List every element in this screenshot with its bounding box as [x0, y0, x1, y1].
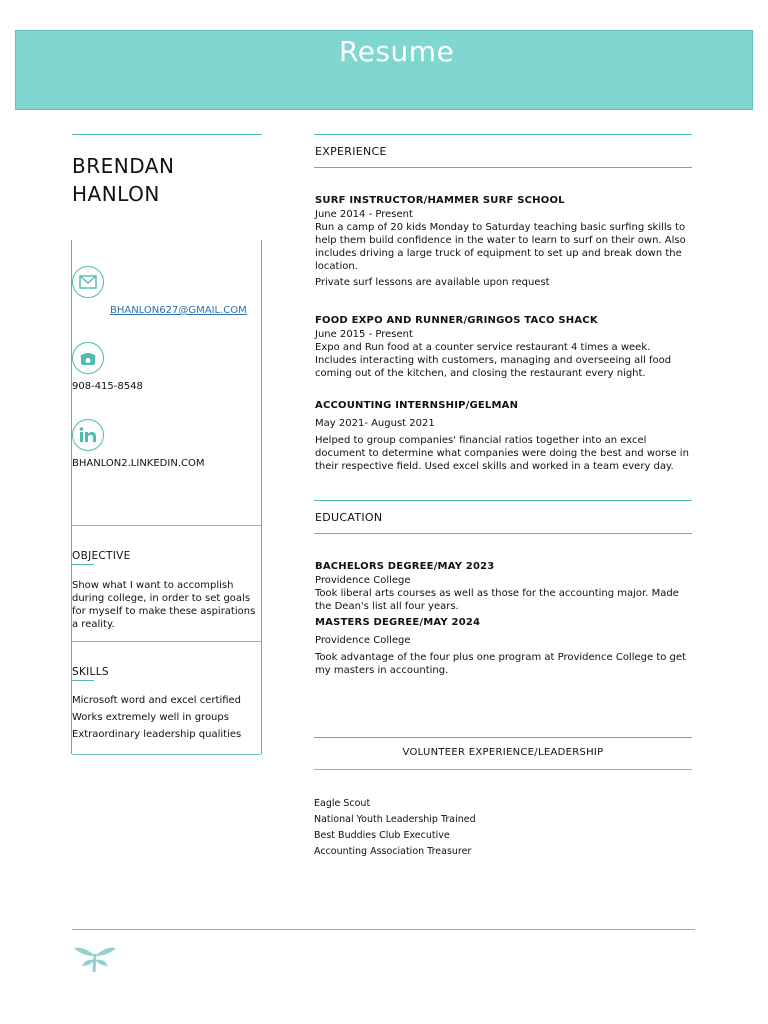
- volunteer-item: Accounting Association Treasurer: [314, 846, 472, 857]
- experience-bottom-divider: [314, 167, 692, 168]
- page-title: Resume: [339, 35, 455, 68]
- volunteer-item: Best Buddies Club Executive: [314, 830, 450, 841]
- job-title: FOOD EXPO AND RUNNER/GRINGOS TACO SHACK: [315, 315, 598, 326]
- footer-divider: [72, 929, 695, 930]
- volunteer-bottom-divider: [314, 769, 692, 770]
- degree-school: Providence College: [315, 575, 411, 586]
- job-description: Helped to group companies' financial ratios together into an excel document to determine what companies were doing the best and worse in their respective field. Used excel skills and worked in a team every day.: [315, 435, 689, 472]
- education-bottom-divider: [314, 533, 692, 534]
- job-title: SURF INSTRUCTOR/HAMMER SURF SCHOOL: [315, 195, 565, 206]
- skills-divider: [72, 641, 261, 642]
- job-dates: June 2015 - Present: [315, 329, 413, 340]
- skill-item: Microsoft word and excel certified: [72, 695, 242, 706]
- job-dates: May 2021- August 2021: [315, 418, 435, 429]
- job-description: Expo and Run food at a counter service restaurant 4 times a week. Includes interacting with customers, managing and overseeing all food coming out of the kitchen, and closing the restaurant every night.: [315, 342, 672, 379]
- email-link[interactable]: [110, 305, 247, 316]
- experience-heading: EXPERIENCE: [315, 145, 387, 158]
- education-top-divider: [314, 500, 692, 501]
- linkedin-icon: [72, 419, 104, 451]
- job-extra: Private surf lessons are available upon request: [315, 277, 550, 288]
- degree-title: BACHELORS DEGREE/MAY 2023: [315, 561, 495, 572]
- degree-title: MASTERS DEGREE/MAY 2024: [315, 617, 481, 628]
- volunteer-item: Eagle Scout: [314, 798, 371, 809]
- degree-description: Took advantage of the four plus one program at Providence College to get my masters in accounting.: [315, 652, 686, 676]
- objective-text: Show what I want to accomplish during college, in order to set goals for myself to make these aspirations a reality.: [72, 580, 256, 630]
- email-text[interactable]: BHANLON627@GMAIL.COM: [110, 305, 247, 316]
- degree-school: Providence College: [315, 635, 411, 646]
- job-description: Run a camp of 20 kids Monday to Saturday teaching basic surfing skills to help them build confidence in the water to learn to surf on their own. Also includes driving a large truck of equipment to set up and break down the location.: [315, 222, 686, 272]
- phone-number: 908-415-8548: [72, 381, 143, 392]
- skills-heading: SKILLS: [72, 666, 109, 678]
- phone-icon: [72, 342, 104, 374]
- job-title: ACCOUNTING INTERNSHIP/GELMAN: [315, 400, 519, 411]
- objective-divider: [72, 525, 261, 526]
- volunteer-top-divider: [314, 737, 692, 738]
- candidate-name: BRENDAN HANLON: [72, 154, 175, 206]
- sidebar-bottom-divider: [72, 754, 261, 755]
- leaf-logo-icon: [72, 940, 118, 978]
- skills-heading-underline: [72, 680, 94, 681]
- sidebar-top-divider: [72, 134, 262, 135]
- job-dates: June 2014 - Present: [315, 209, 413, 220]
- objective-heading-underline: [72, 564, 94, 565]
- envelope-icon: [72, 266, 104, 298]
- volunteer-heading: VOLUNTEER EXPERIENCE/LEADERSHIP: [402, 747, 604, 758]
- experience-top-divider: [314, 134, 692, 135]
- skill-item: Extraordinary leadership qualities: [72, 729, 242, 740]
- skill-item: Works extremely well in groups: [72, 712, 229, 723]
- volunteer-item: National Youth Leadership Trained: [314, 814, 476, 825]
- linkedin-url[interactable]: BHANLON2.LINKEDIN.COM: [72, 458, 205, 469]
- objective-heading: OBJECTIVE: [72, 550, 131, 562]
- education-heading: EDUCATION: [315, 511, 383, 524]
- degree-description: Took liberal arts courses as well as those for the accounting major. Made the Dean's list all four years.: [315, 588, 679, 612]
